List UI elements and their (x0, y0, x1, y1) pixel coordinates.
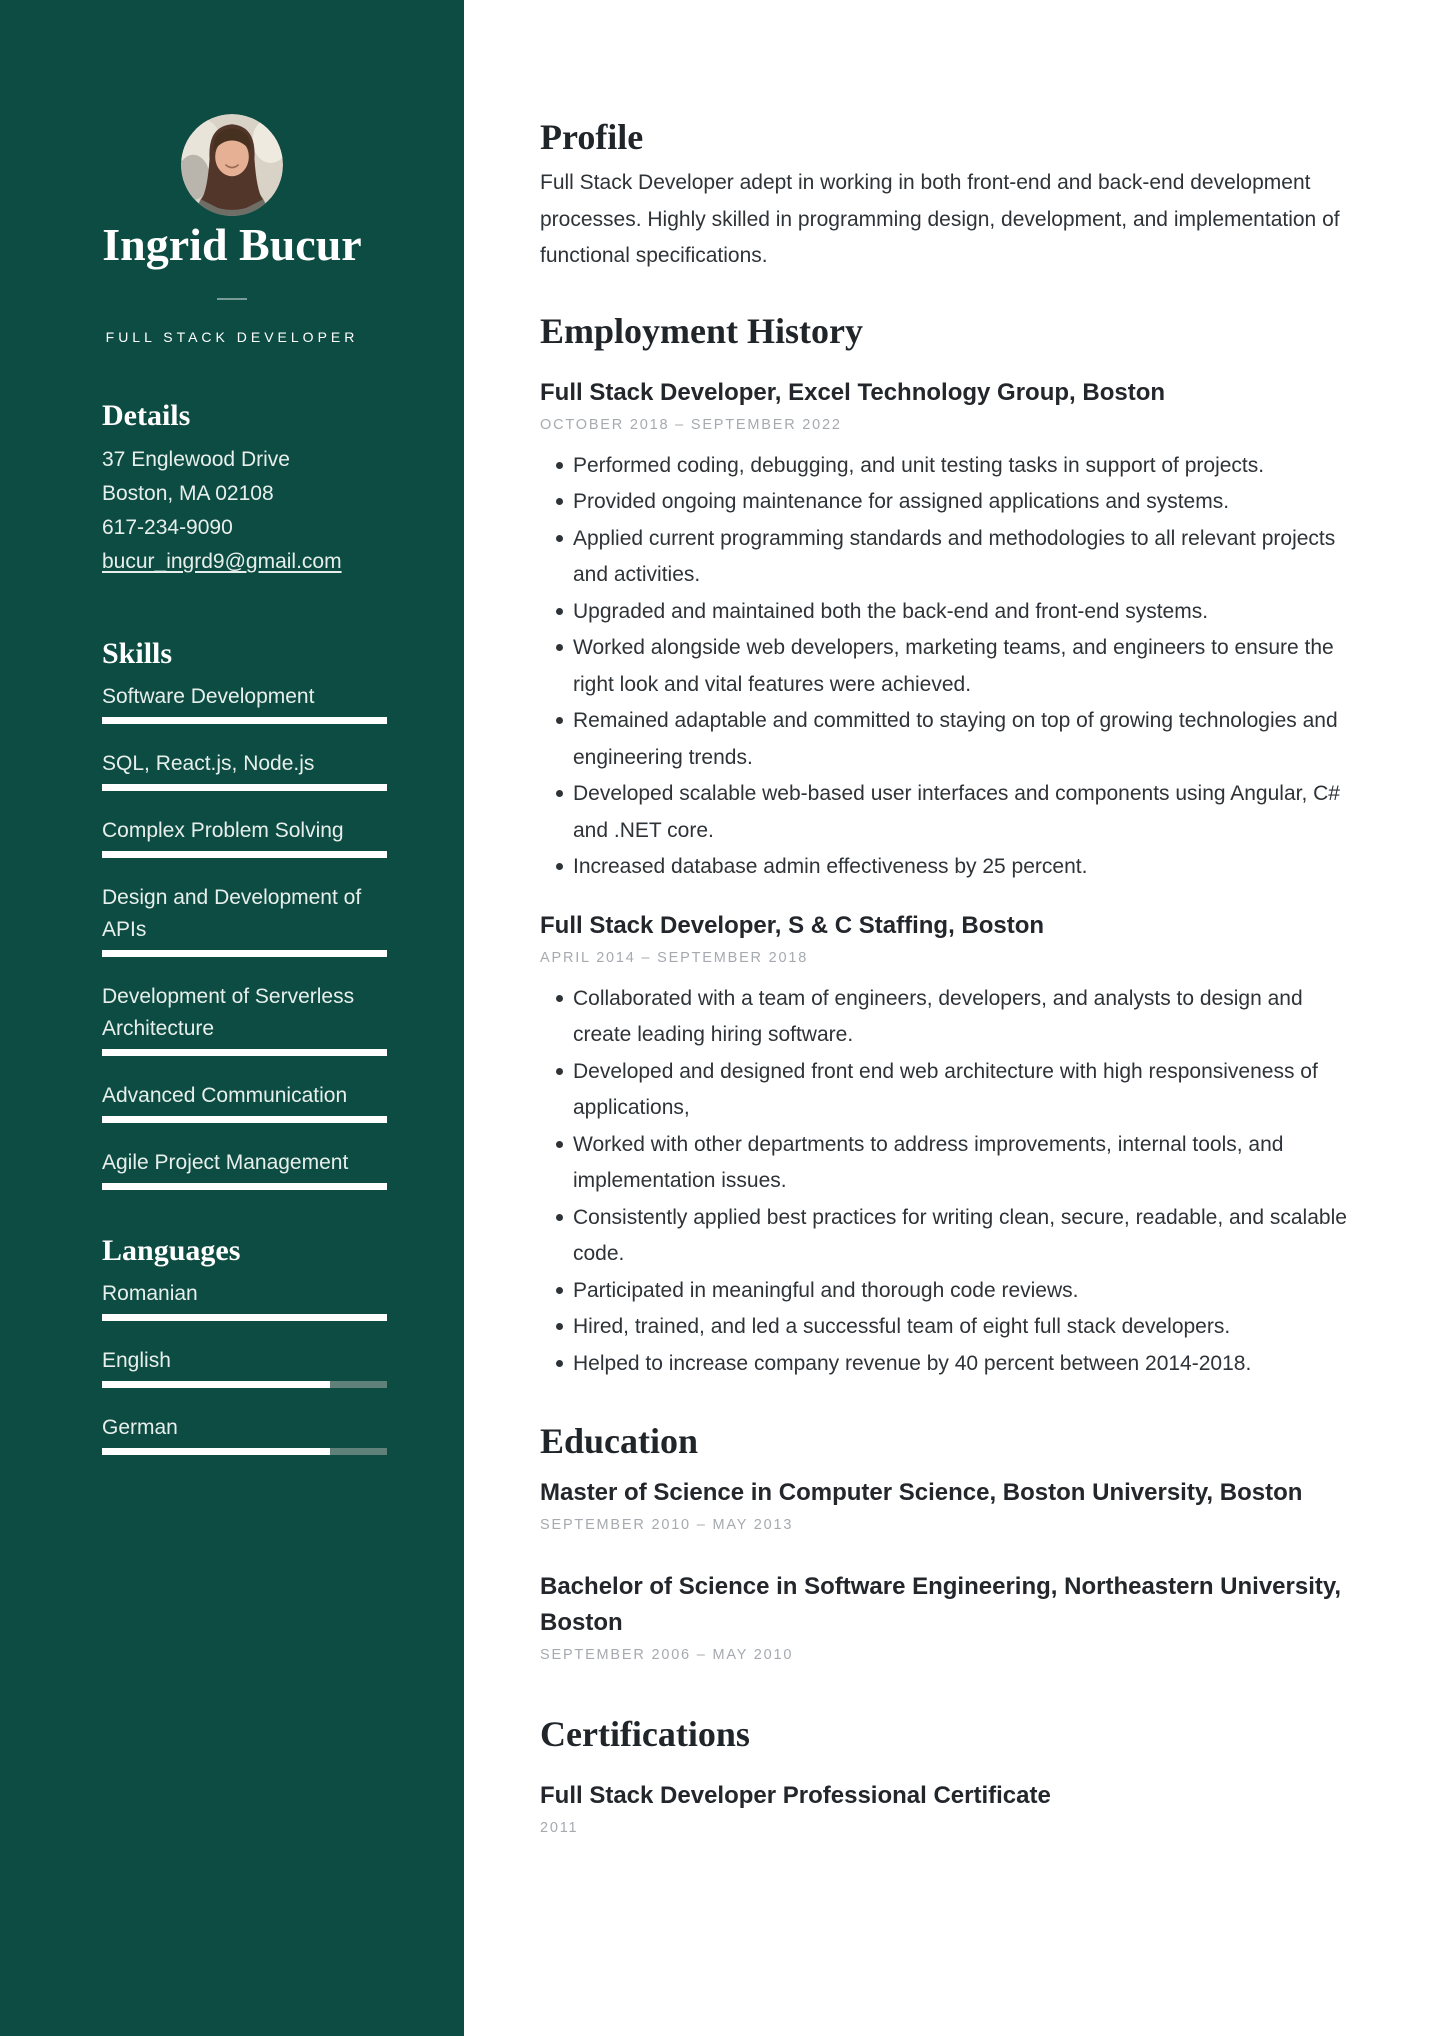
bullet-dot (556, 535, 563, 542)
address-line1: 37 Englewood Drive (102, 448, 290, 471)
bullet-text: Remained adaptable and committed to staying on top of growing technologies and engineering trends. (573, 709, 1338, 769)
entry-title: Bachelor of Science in Software Engineering, Northeastern University, Boston (540, 1573, 1342, 1636)
skills-heading: Skills (102, 637, 173, 670)
bullet-dot (556, 1068, 563, 1075)
meter-label: Complex Problem Solving (102, 819, 344, 842)
level-bar-fill (102, 1183, 387, 1190)
candidate-role: FULL STACK DEVELOPER (105, 329, 359, 345)
meter-label: Development of Serverless Architecture (102, 985, 355, 1040)
bullet-item (540, 521, 1364, 594)
profile-section (540, 117, 1364, 275)
job-period: APRIL 2014 – SEPTEMBER 2018 (540, 949, 809, 966)
level-bar-fill (102, 851, 387, 858)
meter-item (102, 1080, 387, 1123)
bullet-item (540, 1200, 1364, 1273)
skills-section (102, 635, 387, 1190)
profile-photo (181, 114, 283, 216)
entry-title: Master of Science in Computer Science, Boston University, Boston (540, 1479, 1303, 1506)
bullet-dot (556, 790, 563, 797)
meter-label: Design and Development of APIs (102, 886, 362, 941)
level-bar-fill (102, 1116, 387, 1123)
bullet-item (540, 484, 1364, 521)
level-bar-fill (102, 950, 387, 957)
level-bar (102, 784, 387, 791)
bullet-text: Applied current programming standards and methodologies to all relevant projects and activities. (573, 526, 1336, 586)
bullet-text: Developed scalable web-based user interfaces and components using Angular, C# and .NET core. (573, 782, 1340, 842)
meter-label: Romanian (102, 1282, 198, 1305)
bullet-dot (556, 1360, 563, 1367)
certifications-list (540, 1778, 1364, 1839)
bullet-text: Upgraded and maintained both the back-end and front-end systems. (573, 599, 1209, 623)
meter-label: English (102, 1349, 171, 1372)
languages-list (102, 1278, 387, 1455)
meter-label: Software Development (102, 685, 315, 708)
education-list (540, 1475, 1364, 1666)
level-bar (102, 1381, 387, 1388)
entry-period: SEPTEMBER 2010 – MAY 2013 (540, 1517, 794, 1533)
bullet-dot (556, 1214, 563, 1221)
job-title: Full Stack Developer, Excel Technology Group, Boston (540, 378, 1166, 406)
bullet-text: Developed and designed front end web architecture with high responsiveness of applications, (573, 1059, 1318, 1119)
level-bar-fill (102, 1314, 387, 1321)
level-bar-fill (102, 1049, 387, 1056)
job-period: OCTOBER 2018 – SEPTEMBER 2022 (540, 416, 842, 433)
bullet-text: Performed coding, debugging, and unit testing tasks in support of projects. (573, 453, 1265, 477)
bullet-text: Worked with other departments to address improvements, internal tools, and implementation issues. (573, 1132, 1284, 1192)
level-bar (102, 1314, 387, 1321)
job-entry (540, 375, 1364, 886)
level-bar-fill (102, 784, 387, 791)
job-title: Full Stack Developer, S & C Staffing, Boston (540, 911, 1045, 939)
job-bullets (540, 981, 1364, 1383)
level-bar (102, 851, 387, 858)
bullet-item (540, 849, 1364, 886)
dated-entry (540, 1569, 1364, 1666)
details-section (102, 397, 387, 579)
bullet-item (540, 703, 1364, 776)
entry-period: SEPTEMBER 2006 – MAY 2010 (540, 1647, 794, 1663)
bullet-dot (556, 863, 563, 870)
education-section (540, 1421, 1364, 1666)
dated-entry (540, 1778, 1364, 1839)
bullet-text: Hired, trained, and led a successful team of eight full stack developers. (573, 1315, 1231, 1338)
bullet-text: Helped to increase company revenue by 40 percent between 2014-2018. (573, 1351, 1252, 1375)
meter-item (102, 1412, 387, 1455)
bullet-dot (556, 498, 563, 505)
bullet-text: Collaborated with a team of engineers, developers, and analysts to design and create leading hiring software. (573, 986, 1303, 1046)
meter-item (102, 815, 387, 858)
meter-label: Agile Project Management (102, 1151, 349, 1174)
meter-item (102, 748, 387, 791)
entry-title: Full Stack Developer Professional Certificate (540, 1782, 1051, 1809)
bullet-dot (556, 1141, 563, 1148)
bullet-dot (556, 1323, 563, 1330)
employment-heading: Employment History (540, 310, 863, 351)
skills-list (102, 681, 387, 1190)
bullet-dot (556, 462, 563, 469)
certifications-section (540, 1714, 1364, 1839)
employment-section (540, 311, 1364, 1383)
bullet-item (540, 1346, 1364, 1383)
education-heading: Education (540, 1421, 699, 1461)
bullet-text: Increased database admin effectiveness by 25 percent. (573, 855, 1088, 878)
meter-label: Advanced Communication (102, 1084, 348, 1107)
entry-period: 2011 (540, 1820, 579, 1836)
bullet-text: Provided ongoing maintenance for assigned applications and systems. (573, 490, 1230, 513)
candidate-name: Ingrid Bucur (102, 219, 362, 270)
bullet-item (540, 776, 1364, 849)
details-heading: Details (102, 399, 191, 432)
bullet-text: Consistently applied best practices for writing clean, secure, readable, and scalable code. (573, 1205, 1347, 1265)
level-bar (102, 950, 387, 957)
email-link[interactable]: bucur_ingrd9@gmail.com (102, 550, 342, 573)
bullet-item (540, 1127, 1364, 1200)
bullet-item (540, 981, 1364, 1054)
level-bar (102, 1183, 387, 1190)
bullet-dot (556, 995, 563, 1002)
phone-number: 617-234-9090 (102, 516, 233, 539)
level-bar (102, 1448, 387, 1455)
bullet-item (540, 1309, 1364, 1346)
bullet-item (540, 594, 1364, 631)
certifications-heading: Certifications (540, 1714, 750, 1754)
bullet-dot (556, 644, 563, 651)
languages-heading: Languages (102, 1234, 241, 1267)
level-bar-fill (102, 1381, 330, 1388)
meter-label: SQL, React.js, Node.js (102, 752, 315, 775)
meter-label: German (102, 1416, 178, 1439)
meter-item (102, 1278, 387, 1321)
job-bullets (540, 448, 1364, 886)
bullet-item (540, 448, 1364, 485)
bullet-text: Participated in meaningful and thorough code reviews. (573, 1278, 1079, 1302)
level-bar-fill (102, 1448, 330, 1455)
languages-section (102, 1232, 387, 1455)
level-bar (102, 1049, 387, 1056)
meter-item (102, 1147, 387, 1190)
level-bar (102, 1116, 387, 1123)
bullet-dot (556, 1287, 563, 1294)
bullet-dot (556, 717, 563, 724)
bullet-item (540, 630, 1364, 703)
bullet-item (540, 1273, 1364, 1310)
level-bar (102, 717, 387, 724)
profile-text: Full Stack Developer adept in working in both front-end and back-end development processes. Highly skilled in programming design, development, and implementation of functional specifications. (540, 171, 1340, 267)
resume-body (540, 0, 1364, 1839)
meter-item (102, 981, 387, 1056)
sidebar-header (0, 0, 464, 347)
sidebar (0, 0, 464, 2036)
name-divider (217, 298, 247, 300)
dated-entry (540, 1475, 1364, 1536)
bullet-dot (556, 608, 563, 615)
jobs-list (540, 375, 1364, 1383)
meter-item (102, 882, 387, 957)
level-bar-fill (102, 717, 387, 724)
profile-heading: Profile (540, 117, 644, 157)
meter-item (102, 1345, 387, 1388)
bullet-item (540, 1054, 1364, 1127)
meter-item (102, 681, 387, 724)
bullet-text: Worked alongside web developers, marketing teams, and engineers to ensure the right look and vital features were achieved. (573, 636, 1334, 696)
address-line2: Boston, MA 02108 (102, 482, 274, 505)
job-entry (540, 908, 1364, 1383)
